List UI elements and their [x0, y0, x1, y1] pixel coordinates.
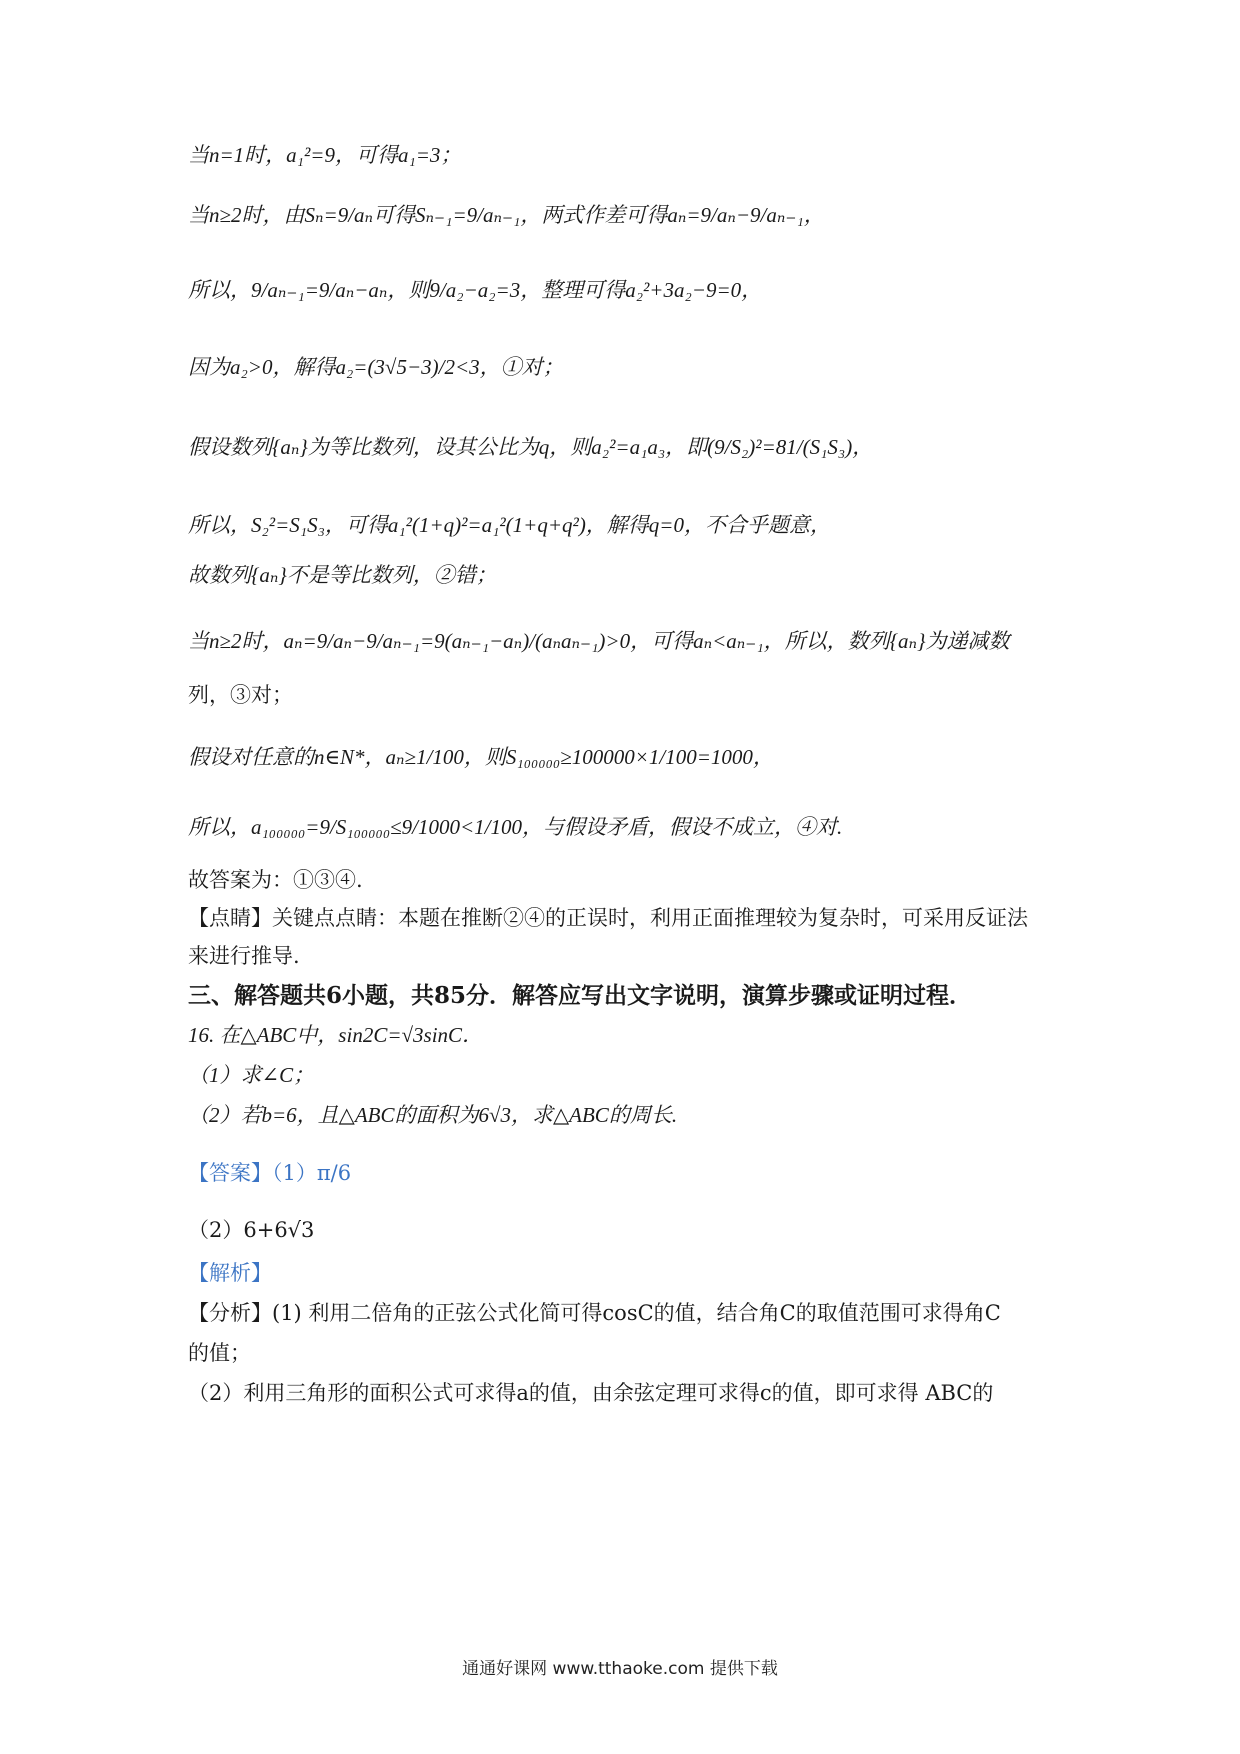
text-line-6: 所以，S₂²=S₁S₃，可得a₁²(1+q)²=a₁²(1+q+q²)，解得q=0，不合乎题意， [188, 513, 831, 537]
remark-line-1: 【点睛】关键点点睛：本题在推断②④的正误时，利用正面推理较为复杂时，可采用反证法 [188, 906, 1028, 930]
text-line-7: 故数列{aₙ}不是等比数列，②错； [188, 563, 497, 587]
analysis-label: 【解析】 [188, 1261, 272, 1285]
answer-part-2: （2）6+6√3 [188, 1218, 315, 1242]
question-16-part-1: （1）求∠C； [188, 1063, 315, 1087]
answer-label: 【答案】（1）π/6 [188, 1161, 352, 1185]
text-line-11: 所以，a₁₀₀₀₀₀=9/S₁₀₀₀₀₀≤9/1000<1/100，与假设矛盾，假设不成立，④对. [188, 815, 843, 839]
page-footer: 通通好课网 www.tthaoke.com 提供下载 [462, 1659, 778, 1679]
text-line-5: 假设数列{aₙ}为等比数列，设其公比为q，则a₂²=a₁a₃，即(9/S₂)²=81/(S₁S₃)， [188, 435, 874, 459]
text-line-10: 假设对任意的n∈N*，aₙ≥1/100，则S₁₀₀₀₀₀≥100000×1/100=1000， [188, 745, 774, 769]
text-line-12: 故答案为：①③④. [188, 868, 363, 892]
remark-line-2: 来进行推导. [188, 944, 300, 968]
analysis-line-1: 【分析】(1) 利用二倍角的正弦公式化简可得cosC的值，结合角C的取值范围可求得角C [188, 1301, 1001, 1325]
text-line-2: 当n≥2时，由Sₙ=9/aₙ可得Sₙ₋₁=9/aₙ₋₁，两式作差可得aₙ=9/aₙ−9/aₙ₋₁， [188, 203, 825, 227]
text-line-3: 所以，9/aₙ₋₁=9/aₙ−aₙ，则9/a₂−a₂=3，整理可得a₂²+3a₂−9=0， [188, 278, 763, 302]
analysis-line-2: 的值； [188, 1341, 251, 1365]
text-line-4: 因为a₂>0，解得a₂=(3√5−3)/2<3，①对； [188, 355, 564, 379]
analysis-line-3: （2）利用三角形的面积公式可求得a的值，由余弦定理可求得c的值，即可求得 ABC的 [188, 1381, 994, 1405]
text-line-8: 当n≥2时，aₙ=9/aₙ−9/aₙ₋₁=9(aₙ₋₁−aₙ)/(aₙaₙ₋₁)>0，可得aₙ<aₙ₋₁，所以，数列{aₙ}为递减数 [188, 629, 1010, 653]
question-16: 16. 在△ABC中，sin2C=√3sinC． [188, 1023, 484, 1047]
text-line-9: 列，③对； [188, 683, 293, 707]
question-16-part-2: （2）若b=6，且△ABC的面积为6√3，求△ABC的周长. [188, 1103, 678, 1127]
section-title: 三、解答题共6小题，共85分．解答应写出文字说明，演算步骤或证明过程． [188, 982, 973, 1009]
text-line-1: 当n=1时，a₁²=9，可得a₁=3； [188, 143, 462, 167]
